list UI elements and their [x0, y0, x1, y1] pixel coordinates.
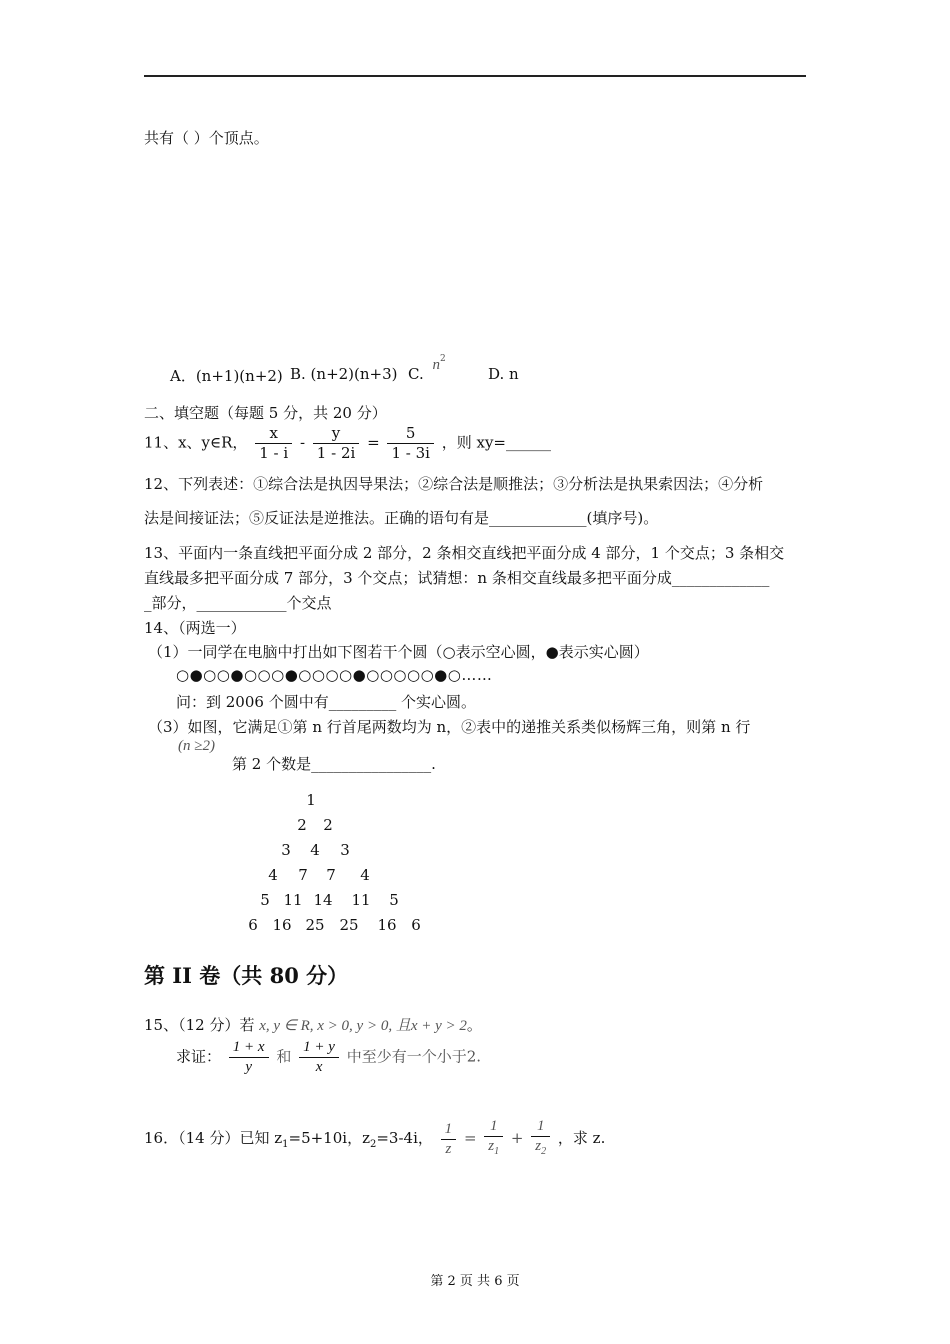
q15-fraction-1: $\frac{1 + x}{y}$	[229, 1038, 269, 1077]
q12-line1: 12、下列表述：①综合法是执因导果法；②综合法是顺推法；③分析法是执果索因法；④分析	[144, 475, 764, 493]
q16-z1-sub: 1	[282, 1139, 289, 1150]
q10-option-c-label: C.	[408, 365, 424, 383]
q15-prefix: 15、（12 分）若	[144, 1016, 255, 1034]
q16-fraction-1: $\frac{1}{z}$	[441, 1120, 457, 1159]
triangle-cell: 16	[272, 916, 292, 934]
q13-line2: 直线最多把平面分成 7 部分，3 个交点；试猜想：n 条相交直线最多把平面分成_____________	[144, 569, 770, 587]
q13-line3: _部分，____________个交点	[144, 594, 332, 612]
triangle-cell: 5	[389, 891, 399, 909]
q14-p1-question: 问：到 2006 个圆中有_________ 个实心圆。	[176, 693, 476, 711]
q15-prove-label: 求证：	[176, 1047, 222, 1066]
triangle-cell: 7	[326, 866, 336, 884]
triangle-cell: 4	[360, 866, 370, 884]
q11	[144, 424, 551, 463]
q14-circle-sequence: ○●○○●○○○●○○○○●○○○○○●○……	[176, 666, 493, 684]
q11-prefix: 11、x、y∈R，	[144, 433, 248, 452]
q10-option-d: D. n	[488, 365, 519, 383]
q10-option-c-sup: 2	[440, 354, 446, 364]
q10-text: 共有（ ）个顶点。	[144, 129, 269, 147]
q15-and: 和	[276, 1047, 292, 1066]
triangle-cell: 3	[340, 841, 350, 859]
triangle-cell: 11	[351, 891, 371, 909]
q16-fraction-2: $\frac{1}{z_1}$	[484, 1117, 503, 1161]
triangle-cell: 1	[306, 791, 316, 809]
q16-fraction-3: $\frac{1}{z_2}$	[531, 1117, 550, 1161]
q14-p1-line1: （1）一同学在电脑中打出如下图若干个圆（○表示空心圆，●表示实心圆）	[148, 643, 649, 661]
q11-equals: =	[367, 433, 380, 452]
part2-title: 第 II 卷（共 80 分）	[144, 963, 349, 988]
section2-title: 二、填空题（每题 5 分，共 20 分）	[144, 404, 387, 422]
q15-end: 。	[466, 1016, 482, 1034]
q11-fraction-1: $\frac{x}{1 - i}$	[255, 424, 292, 463]
q11-fraction-2: $\frac{y}{1 - 2i}$	[313, 424, 360, 463]
q15-condition: x, y ∈ R, x > 0, y > 0, 且x + y > 2	[259, 1018, 467, 1034]
q14-p3-line1: （3）如图，它满足①第 n 行首尾两数均为 n，②表中的递推关系类似杨辉三角，则第 n 行	[148, 718, 751, 736]
q15-tail: 中至少有一个小于2.	[346, 1047, 482, 1066]
triangle-cell: 6	[248, 916, 258, 934]
q16-plus: +	[510, 1129, 524, 1147]
triangle-cell: 2	[297, 816, 307, 834]
triangle-cell: 16	[377, 916, 397, 934]
triangle-cell: 5	[260, 891, 270, 909]
triangle-cell: 7	[298, 866, 308, 884]
triangle-cell: 25	[305, 916, 325, 934]
q10-option-c-math: n	[432, 357, 440, 373]
triangle-cell: 25	[339, 916, 359, 934]
q16	[144, 1117, 605, 1161]
triangle-cell: 6	[411, 916, 421, 934]
q16-z2-sub: 2	[369, 1139, 377, 1150]
q14-title: 14、（两选一）	[144, 619, 246, 637]
q14-p3-condition: (n ≥2)	[178, 738, 215, 754]
q10-option-a: A．(n+1)(n+2)	[170, 367, 283, 385]
triangle-cell: 2	[323, 816, 333, 834]
q10-option-b: B. (n+2)(n+3)	[290, 365, 398, 383]
q15-prove	[176, 1038, 481, 1077]
q15-fraction-2: $\frac{1 + y}{x}$	[299, 1038, 339, 1077]
q10-option-c	[408, 354, 446, 384]
header-rule	[144, 75, 806, 77]
q16-prefix: 16．（14 分）已知 z	[144, 1129, 283, 1147]
q15-line1	[144, 1014, 482, 1035]
q11-suffix: ，则 xy=______	[441, 433, 551, 452]
q16-mid2: =3-4i，	[376, 1129, 433, 1147]
q16-suffix: ，求 z.	[557, 1129, 606, 1147]
q12-line2: 法是间接证法；⑤反证法是逆推法。正确的语句有是_____________(填序号)。	[144, 509, 659, 527]
triangle-cell: 14	[313, 891, 333, 909]
triangle-cell: 4	[268, 866, 278, 884]
q14-p3-line2: 第 2 个数是________________.	[232, 755, 436, 773]
q16-equals: =	[463, 1129, 477, 1147]
page-footer: 第 2 页 共 6 页	[430, 1274, 520, 1289]
triangle-cell: 4	[310, 841, 320, 859]
q11-fraction-3: $\frac{5}{1 - 3i}$	[387, 424, 434, 463]
q11-minus: -	[299, 433, 306, 452]
triangle-cell: 11	[283, 891, 303, 909]
q13-line1: 13、平面内一条直线把平面分成 2 部分，2 条相交直线把平面分成 4 部分，1 个交点；3 条相交	[144, 544, 785, 562]
q16-mid1: =5+10i，z	[288, 1129, 370, 1147]
triangle-cell: 3	[281, 841, 291, 859]
